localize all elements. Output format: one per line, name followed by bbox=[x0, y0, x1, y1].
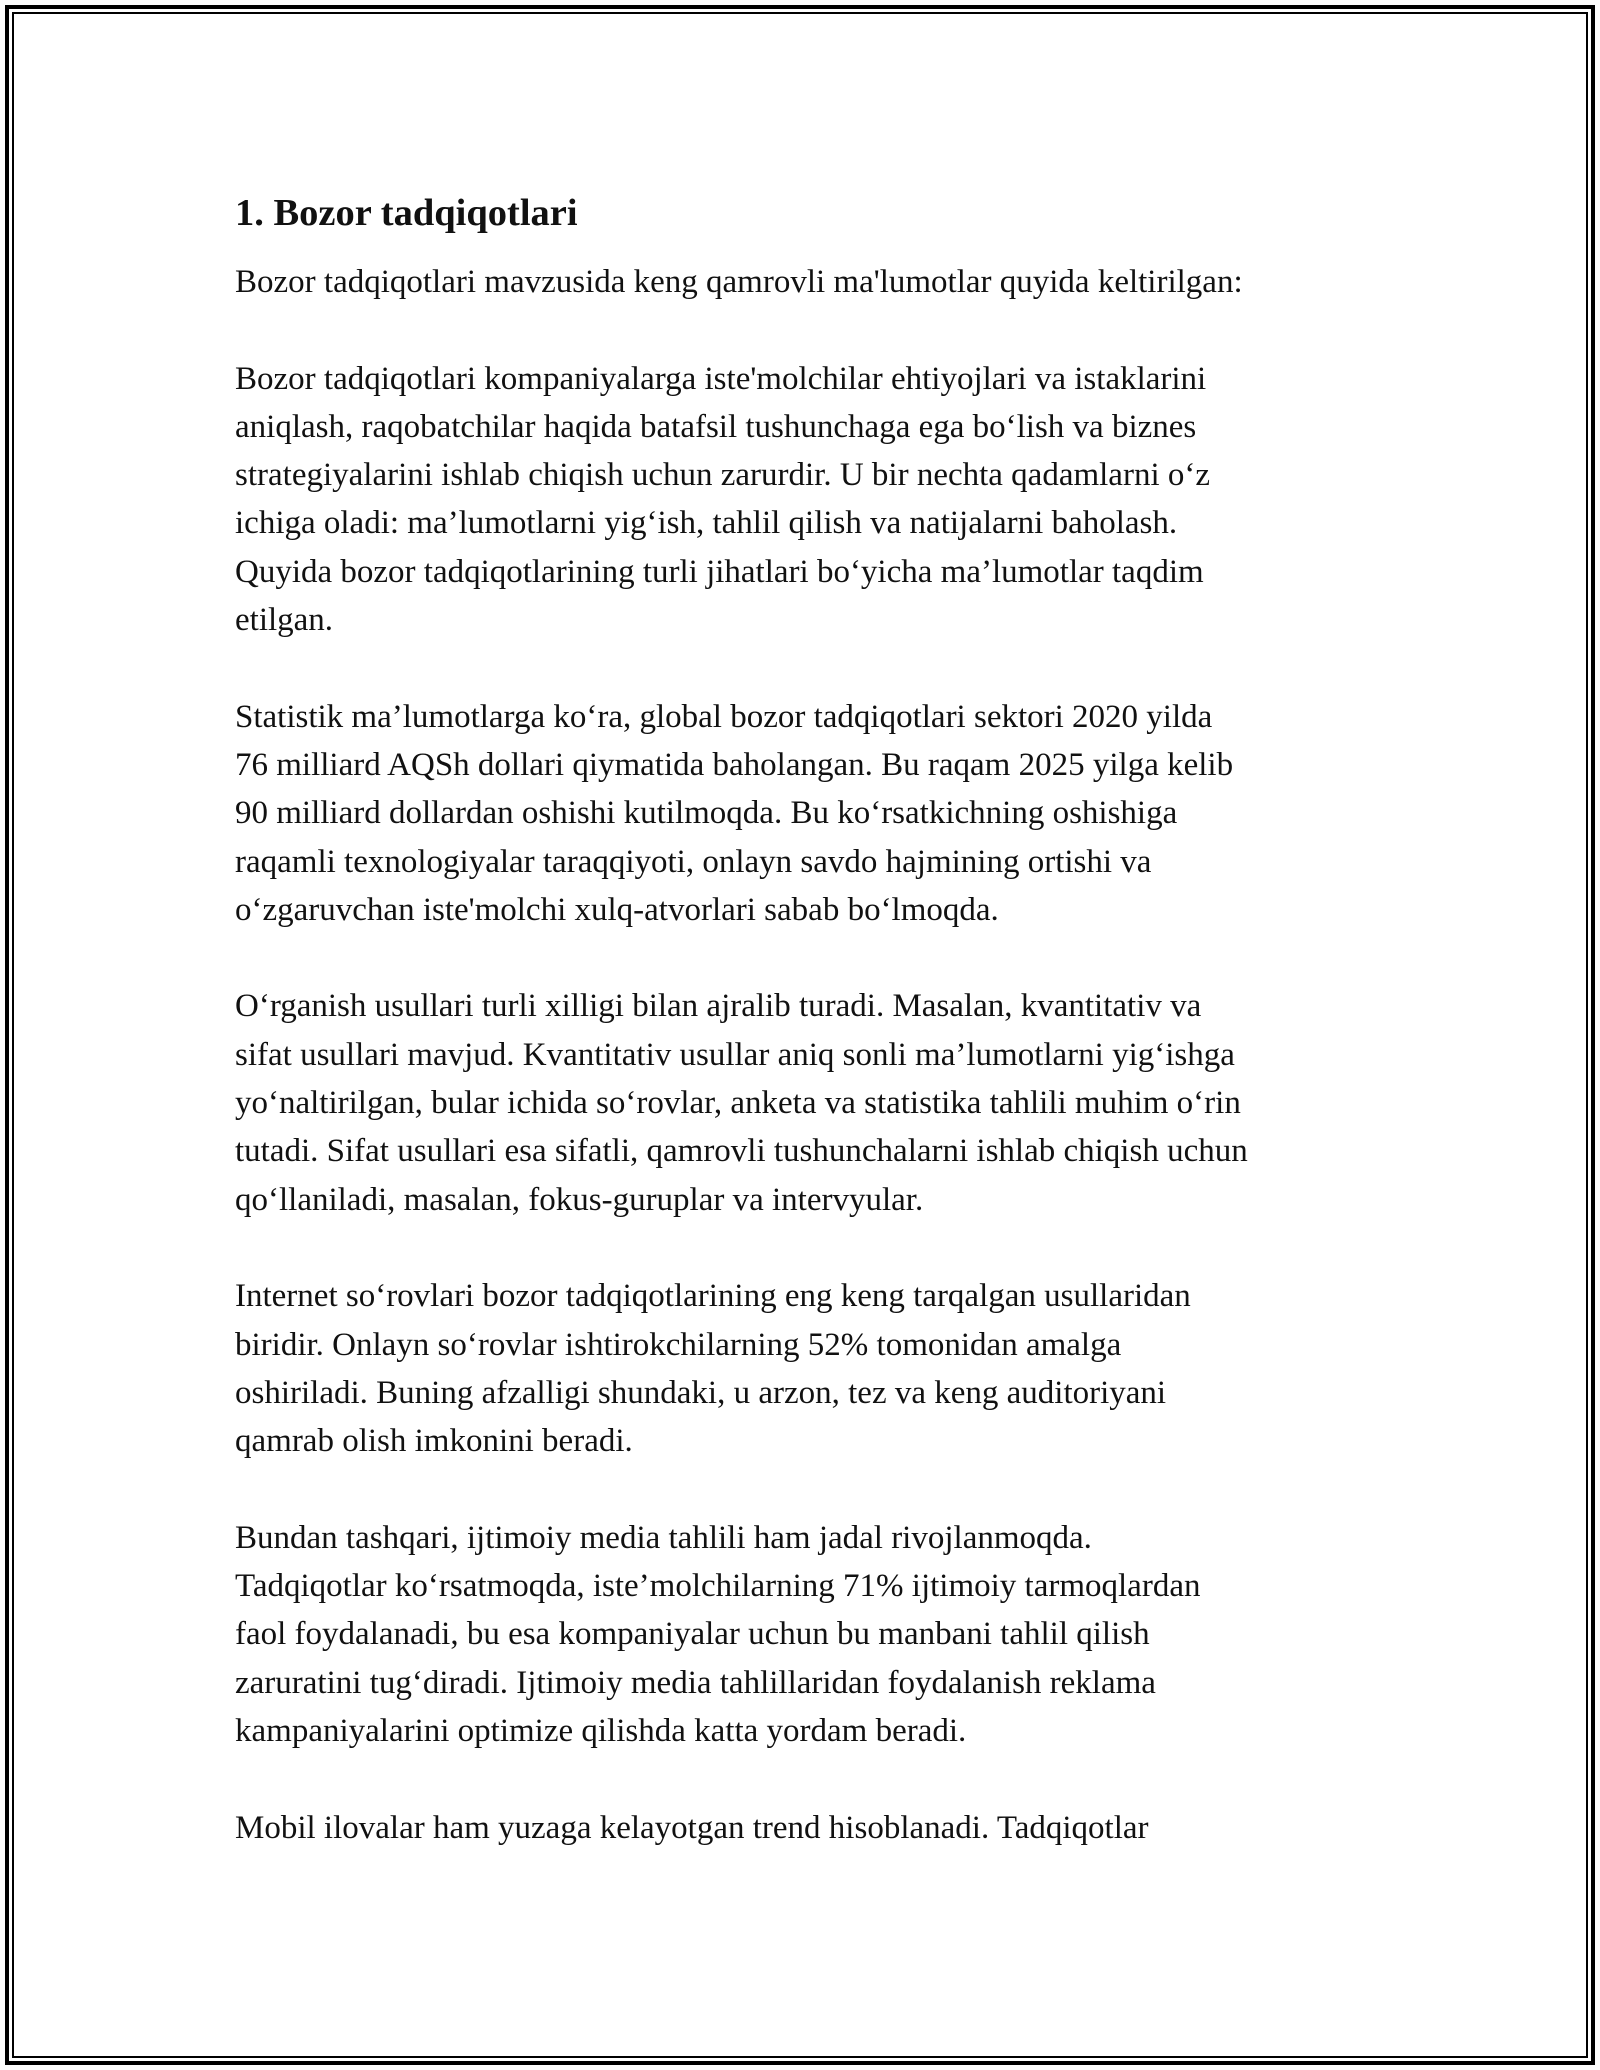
paragraph-line: qo‘llaniladi, masalan, fokus-guruplar va intervyular. bbox=[235, 1181, 924, 1218]
paragraph bbox=[235, 1514, 1375, 1755]
paragraph-line: zaruratini tug‘diradi. Ijtimoiy media tahlillaridan foydalanish reklama bbox=[235, 1664, 1156, 1701]
paragraph-line: Bozor tadqiqotlari mavzusida keng qamrovli ma'lumotlar quyida keltirilgan: bbox=[235, 264, 1243, 300]
paragraph-line: ichiga oladi: ma’lumotlarni yig‘ish, tahlil qilish va natijalarni baholash. bbox=[235, 505, 1178, 542]
paragraph-line: yo‘naltirilgan, bular ichida so‘rovlar, anketa va statistika tahlili muhim o‘rin bbox=[235, 1085, 1241, 1122]
paragraph-line: sifat usullari mavjud. Kvantitativ usullar aniq sonli ma’lumotlarni yig‘ishga bbox=[235, 1036, 1235, 1073]
paragraph-line: O‘rganish usullari turli xilligi bilan ajralib turadi. Masalan, kvantitativ va bbox=[235, 988, 1202, 1025]
paragraph-line: raqamli texnologiyalar taraqqiyoti, onlayn savdo hajmining ortishi va bbox=[235, 843, 1152, 880]
paragraph-line: aniqlash, raqobatchilar haqida batafsil tushunchaga ega bo‘lish va biznes bbox=[235, 408, 1197, 445]
document-body bbox=[235, 186, 1375, 1900]
paragraph-line: Quyida bozor tadqiqotlarining turli jihatlari bo‘yicha ma’lumotlar taqdim bbox=[235, 553, 1204, 590]
paragraph-line: 76 milliard AQSh dollari qiymatida baholangan. Bu raqam 2025 yilga kelib bbox=[235, 746, 1234, 783]
paragraph-line: etilgan. bbox=[235, 602, 334, 639]
paragraph-line: Statistik ma’lumotlarga ko‘ra, global bozor tadqiqotlari sektori 2020 yilda bbox=[235, 698, 1213, 735]
paragraph-line: strategiyalarini ishlab chiqish uchun zarurdir. U bir nechta qadamlarni o‘z bbox=[235, 457, 1210, 494]
paragraph-line: biridir. Onlayn so‘rovlar ishtirokchilarning 52% tomonidan amalga bbox=[235, 1326, 1122, 1363]
paragraph bbox=[235, 982, 1375, 1223]
paragraph-line: kampaniyalarini optimize qilishda katta yordam beradi. bbox=[235, 1712, 967, 1749]
section-heading: 1. Bozor tadqiqotlari bbox=[235, 192, 578, 234]
paragraph bbox=[235, 355, 1375, 645]
paragraph-line: qamrab olish imkonini beradi. bbox=[235, 1423, 633, 1460]
paragraph-list bbox=[235, 258, 1375, 1852]
paragraph bbox=[235, 258, 1375, 306]
paragraph-line: faol foydalanadi, bu esa kompaniyalar uchun bu manbani tahlil qilish bbox=[235, 1616, 1150, 1653]
paragraph-line: tutadi. Sifat usullari esa sifatli, qamrovli tushunchalarni ishlab chiqish uchun bbox=[235, 1133, 1248, 1170]
paragraph bbox=[235, 1804, 1375, 1852]
paragraph-line: Bundan tashqari, ijtimoiy media tahlili ham jadal rivojlanmoqda. bbox=[235, 1519, 1092, 1556]
paragraph-line: Internet so‘rovlari bozor tadqiqotlarining eng keng tarqalgan usullaridan bbox=[235, 1278, 1191, 1315]
paragraph-line: oshiriladi. Buning afzalligi shundaki, u arzon, tez va keng auditoriyani bbox=[235, 1374, 1167, 1411]
paragraph-line: o‘zgaruvchan iste'molchi xulq-atvorlari sabab bo‘lmoqda. bbox=[235, 891, 999, 928]
paragraph-line: Mobil ilovalar ham yuzaga kelayotgan trend hisoblanadi. Tadqiqotlar bbox=[235, 1809, 1149, 1846]
paragraph-line: 90 milliard dollardan oshishi kutilmoqda. Bu ko‘rsatkichning oshishiga bbox=[235, 795, 1178, 832]
paragraph-line: Bozor tadqiqotlari kompaniyalarga iste'molchilar ehtiyojlari va istaklarini bbox=[235, 360, 1207, 397]
paragraph bbox=[235, 693, 1375, 934]
paragraph bbox=[235, 1272, 1375, 1465]
paragraph-line: Tadqiqotlar ko‘rsatmoqda, iste’molchilarning 71% ijtimoiy tarmoqlardan bbox=[235, 1568, 1201, 1605]
